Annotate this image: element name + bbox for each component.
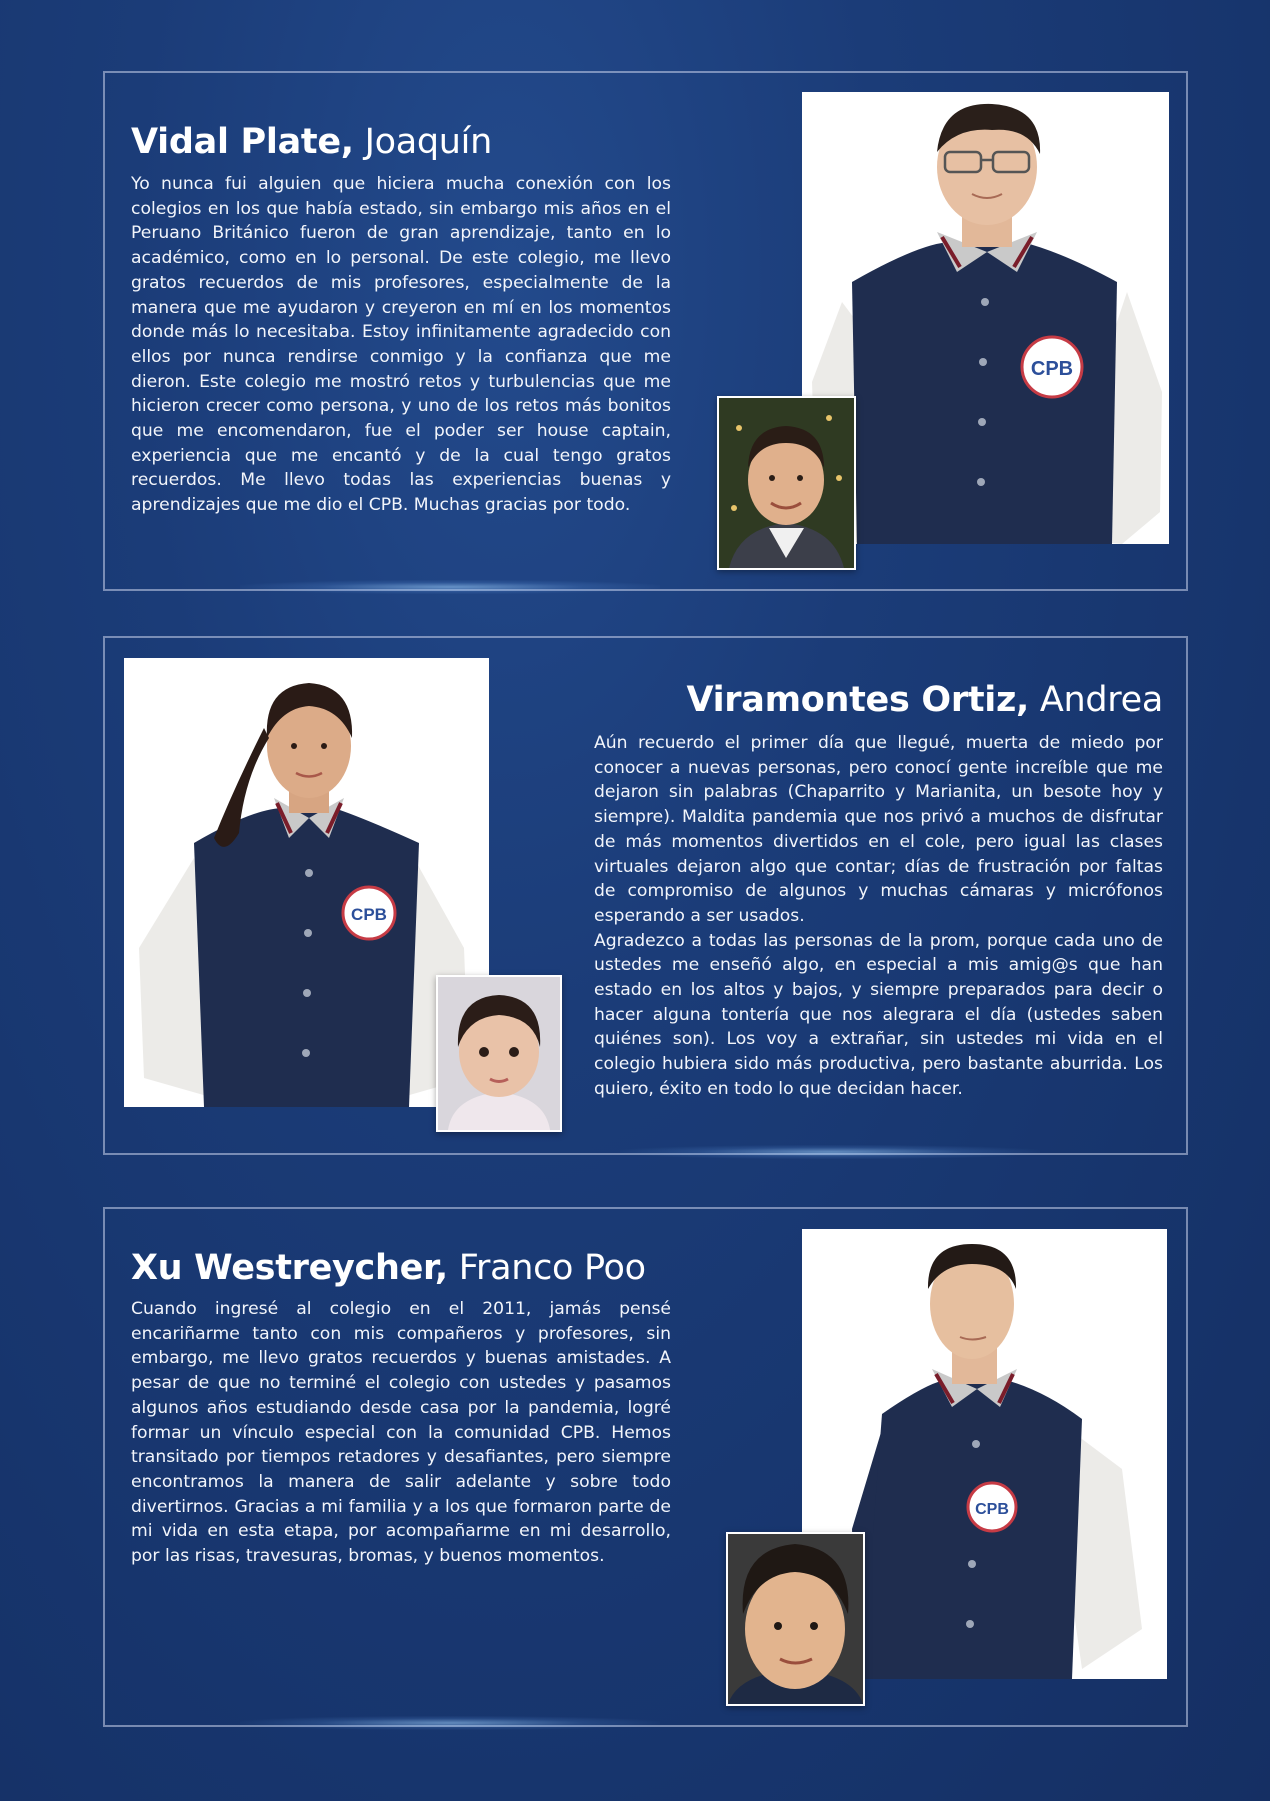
bio-paragraph: Cuando ingresé al colegio en el 2011, jamás pensé encariñarme tanto con mis compañeros y profesores, sin embargo, me llevo gratos recuerdos y buenas amistades. A pesar de que no terminé el colegio con ustedes y pasamos algunos años estudiando desde casa por la pandemia, logré formar un vínculo especial con la comunidad CPB. Hemos transitado por tiempos retadores y desafiantes, pero siempre encontramos la manera de salir adelante y sobre todo divertirnos. Gracias a mi familia y a los que formaron parte de mi vida en esta etapa, por acompañarme en mi desarrollo, por las risas, travesuras, bromas, y buenos momentos. — [131, 1299, 671, 1567]
student-name-2 — [686, 680, 1163, 720]
sparkle-decoration — [240, 1716, 660, 1730]
last-name: Viramontes Ortiz, — [686, 680, 1030, 720]
bio-paragraph: Agradezco a todas las personas de la prom, porque cada uno de ustedes me enseñó algo, en especial a mis amig@s que han estado en los altos y bajos, y siempre preparados para decir o hacer alguna tontería que nos alegrara el día (ustedes saben quiénes son). Los voy a extrañar, sin ustedes mi vida en el colegio hubiera sido más productiva, pero bastante aburrida. Los quiero, éxito en todo lo que decidan hacer. — [594, 930, 1163, 1099]
graduate-portrait-2 — [124, 658, 489, 1107]
student-bio-2 — [594, 731, 1163, 1102]
first-name: Franco Poo — [458, 1248, 646, 1288]
graduate-portrait-1 — [802, 92, 1169, 544]
sparkle-decoration — [620, 1145, 1040, 1159]
bio-paragraph: Yo nunca fui alguien que hiciera mucha conexión con los colegios en los que había estado, sin embargo mis años en el Peruano Británico fueron de gran aprendizaje, tanto en lo académico, como en lo personal. De este colegio, me llevo gratos recuerdos de mis profesores, especialmente de la manera que me ayudaron y creyeron en mí en los momentos donde más lo necesitaba. Estoy infinitamente agradecido con ellos por nunca rendirse conmigo y la confianza que me dieron. Este colegio me mostró retos y turbulencias que me hicieron crecer como persona, y uno de los retos más bonitos que me encomendaron, fue el poder ser house captain, experiencia que me encantó y de la cual tengo gratos recuerdos. Me llevo todas las experiencias buenas y aprendizajes que me dio el CPB. Muchas gracias por todo. — [131, 174, 671, 516]
jacket-badge: CPB — [351, 905, 387, 924]
childhood-photo-2 — [436, 975, 562, 1132]
last-name: Xu Westreycher, — [131, 1248, 448, 1288]
student-name-1 — [131, 122, 492, 162]
childhood-photo-1 — [717, 396, 856, 570]
bio-paragraph: Aún recuerdo el primer día que llegué, muerta de miedo por conocer a nuevas personas, pero conocí gente increíble que me dejaron sin palabras (Chaparrito y Marianita, un besote hoy y siempre). Maldita pandemia que nos privó a muchos de disfrutar de más momentos divertidos en el cole, pero igual las clases virtuales dejaron algo que contar; días de frustración por faltas de compromiso de algunos y muchas cámaras y micrófonos esperando a ser usados. — [594, 733, 1163, 926]
sparkle-decoration — [240, 580, 660, 594]
first-name: Andrea — [1039, 680, 1163, 720]
student-bio-3 — [131, 1297, 671, 1569]
student-name-3 — [131, 1248, 646, 1288]
first-name: Joaquín — [364, 122, 492, 162]
student-bio-1 — [131, 172, 671, 518]
jacket-badge: CPB — [975, 1501, 1009, 1518]
jacket-badge: CPB — [1030, 358, 1074, 380]
last-name: Vidal Plate, — [131, 122, 354, 162]
childhood-photo-3 — [726, 1532, 865, 1706]
